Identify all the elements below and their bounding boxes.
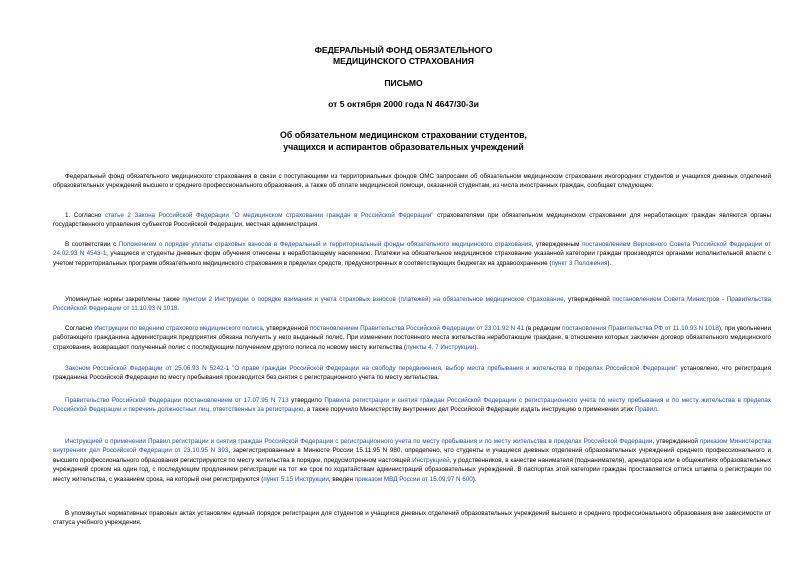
paragraph-intro: [53, 172, 771, 191]
registration-rules-link[interactable]: Правила регистрации и снятия граждан Российской Федерации с регистрационного учета по месту пребывания и по месту жительства в пределах Российской Федерации и перечень должностных лиц, ответственных за регистрацию: [53, 397, 771, 414]
paragraph-text: ), при увольнении работающего гражданина администрация предприятия обязана получить у него выданный полис. При изменении постоянного места жительства неработающие граждане, в отношении которых заключен договор обязательного медицинского страхования, возвращают полученный полис с последующим получением другого полиса по новому месту жительства (: [53, 325, 771, 351]
paragraph-text: 1. Согласно: [65, 212, 105, 219]
paragraph-text: В упомянутых нормативных правовых актах установлен единый порядок регистрации для студентов и учащихся дневных отделений образовательных учреждений высшего и среднего профессионального образования вне зависимости от статуса учебного учреждения.: [53, 510, 771, 527]
paragraph-text: ).: [607, 259, 612, 267]
paragraph-text: ).: [472, 475, 477, 483]
government-resolution-713-link[interactable]: Правительство Российской Федерации постановлением от 17.07.95 N 713: [65, 397, 289, 404]
government-resolution-1018-link[interactable]: постановлением Совета Министров - Правительства Российской Федерации от 11.10.93 N 1018: [53, 296, 771, 313]
government-resolution-41-link[interactable]: постановлением Правительства Российской Федерации от 23.01.92 N 41: [309, 325, 524, 332]
paragraph-text: Федеральный фонд обязательного медицинского страхования в связи с поступающими из территориальных фондов ОМС запросами об обязательном медицинском страховании иногородних студентов и учащихся дневных отделений образовательных учреждений высшего и среднего профессионального образования, а также об оплате медицинской помощи, оказанной студентам, из числа иностранных граждан, сообщает следующее:: [53, 173, 771, 190]
paragraph-3: [53, 295, 771, 314]
rules-link[interactable]: Правил: [634, 406, 657, 414]
paragraph-text: , утвержденной: [652, 438, 700, 445]
paragraph-text: утвердило: [288, 397, 325, 404]
paragraph-5: [53, 364, 771, 383]
instruction-point-2-link[interactable]: пунктом 2 Инструкции о порядке взимания и учета страховых взносов (платежей) на обязательное медицинское страхование: [182, 296, 564, 303]
paragraph-text: , у родственников, в качестве нанимателя (поднанимателя), арендатора или в общежитиях образовательных учреждений сроком на один год, с последующим продлением регистрации на тот же срок по ходатайствам администраций образовательных учреждений. В паспортах этой категории граждан проставляется оттиск штампа о регистрации по месту жительства, с указанием срока, на который они регистрируются (: [53, 456, 771, 483]
instruction-link[interactable]: Инструкцией: [412, 456, 450, 464]
paragraph-text: Упомянутые нормы закреплены также: [65, 296, 183, 303]
paragraph-text: страхователями при обязательном медицинском страховании для неработающих граждан являются органы государственного управления субъектов Российской Федерации, местная администрация.: [53, 212, 771, 229]
supreme-council-resolution-link[interactable]: постановлением Верховного Совета Российской Федерации от 24.02.93 N 4543-1: [53, 241, 772, 258]
paragraph-4: [53, 324, 771, 352]
paragraph-text: .: [656, 406, 659, 414]
doc-date-number: от 5 октября 2000 года N 4647/30-3и: [328, 99, 479, 109]
doc-type: ПИСЬМО: [384, 78, 423, 88]
paragraph-2: [53, 240, 771, 268]
org-name-line-2: МЕДИЦИНСКОГО СТРАХОВАНИЯ: [333, 56, 474, 66]
paragraph-text: , зарегистрированным в Минюсте России 15.11.95 N 980, определено, что студенты и учащиеся дневных отделений образовательных учреждений среднего профессионального и высшего профессионального образования регистрируются по месту жительства в порядке, предусмотренном настоящей: [53, 447, 771, 464]
mvd-order-393-link[interactable]: приказом Министерства внутренних дел Российской Федерации от 23.10.95 N 393: [53, 438, 771, 455]
instruction-point-5-15-link[interactable]: пункт 5.15 Инструкции: [263, 475, 329, 483]
government-resolution-1018-link[interactable]: постановления Правительства РФ от 11.10.93 N 1018: [562, 325, 719, 332]
law-article-2-link[interactable]: статье 2 Закона Российской Федерации "О медицинском страховании граждан в Российской Федерации": [104, 212, 434, 219]
paragraph-text: , введен: [328, 475, 355, 483]
paragraph-8: [53, 509, 771, 528]
law-5242-1-link[interactable]: Законом Российской Федерации от 25.06.93 N 5242-1 "О праве граждан Российской Федерации на свободу передвижения, выбор места пребывания и жительства в пределах Российской Федерации": [65, 365, 678, 372]
paragraph-7: [53, 437, 771, 484]
paragraph-text: ).: [474, 343, 479, 351]
paragraph-text: Согласно: [65, 325, 95, 332]
paragraph-text: , утвержденной: [262, 325, 310, 332]
paragraph-text: установлено, что регистрация гражданина Российской Федерации по месту пребывания производится без снятия с регистрационного учета по месту жительства.: [53, 365, 771, 382]
paragraph-text: , утвержденным: [531, 241, 583, 248]
paragraph-text: В соответствии с: [65, 241, 119, 248]
paragraph-1: [53, 211, 771, 230]
instruction-points-4-7-link[interactable]: пункты 4, 7 Инструкции: [406, 343, 475, 351]
paragraph-text: , учащиеся и студенты дневных форм обучения отнесены к неработающему населению. Платежи на обязательное медицинское страхование указанной категории граждан производятся органами исполнительной власти с учетом территориальных программ обязательного медицинского страхования в пределах средств, предусмотренных в соответствующих бюджетах на здравоохранение (: [53, 250, 771, 267]
regulation-link[interactable]: Положением о порядке уплаты страховых взносов в Федеральный и территориальный фонды обязательного медицинского страхования: [118, 241, 532, 248]
doc-title-line-1: Об обязательном медицинском страховании студентов,: [280, 130, 527, 140]
mvd-order-600-link[interactable]: приказом МВД России от 15.09.97 N 600: [354, 475, 473, 483]
paragraph-text: , утвержденной: [563, 296, 613, 303]
registration-instruction-link[interactable]: Инструкцией о применении Правил регистрации и снятия граждан Российской Федерации с регистрационного учета по месту пребывания и по месту жительства в пределах Российской Федерации: [65, 438, 653, 445]
org-name-line-1: ФЕДЕРАЛЬНЫЙ ФОНД ОБЯЗАТЕЛЬНОГО: [314, 45, 493, 55]
doc-title-line-2: учащихся и аспирантов образовательных учреждений: [283, 142, 524, 152]
paragraph-6: [53, 396, 771, 415]
regulation-point-3-link[interactable]: пункт 3 Положения: [551, 259, 608, 267]
paragraph-text: , а также поручило Министерству внутренних дел Российской Федерации издать инструкцию о применении этих: [303, 406, 635, 414]
paragraph-text: (в редакции: [524, 325, 563, 332]
paragraph-text: .: [177, 305, 180, 313]
policy-instruction-link[interactable]: Инструкции по ведению страхового медицинского полиса: [94, 325, 263, 332]
